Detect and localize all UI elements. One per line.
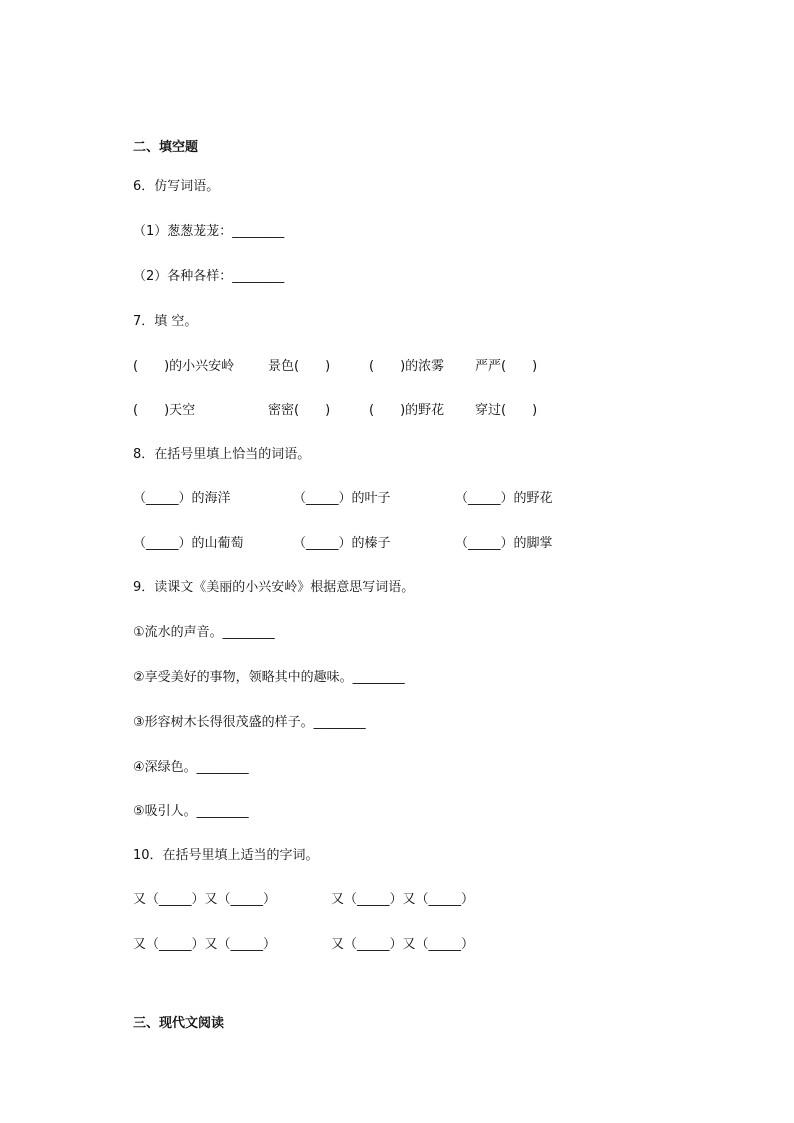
question-10-cell: 又（_____）又（_____） — [133, 937, 277, 952]
question-8-cell: （_____）的叶子 — [293, 491, 391, 506]
question-9-item-1: ①流水的声音。________ — [133, 625, 275, 640]
question-7-cell: 密密( ) — [268, 403, 331, 418]
question-7-cell: 严严( ) — [475, 359, 538, 374]
question-9-item-4: ④深绿色。________ — [133, 760, 249, 775]
section-2-title: 二、填空题 — [133, 140, 199, 155]
question-6-item-2: （2）各种各样：________ — [133, 269, 285, 284]
question-8-cell: （_____）的海洋 — [133, 491, 231, 506]
question-7-stem: 7．填 空。 — [133, 314, 198, 329]
question-9-item-2: ②享受美好的事物，领略其中的趣味。________ — [133, 670, 405, 685]
question-10-cell: 又（_____）又（_____） — [331, 937, 475, 952]
question-7-cell: ( )的野花 — [369, 403, 445, 418]
question-10-cell: 又（_____）又（_____） — [133, 892, 277, 907]
question-8-cell: （_____）的榛子 — [293, 536, 391, 551]
question-10-cell: 又（_____）又（_____） — [331, 892, 475, 907]
question-7-cell: ( )的小兴安岭 — [133, 359, 235, 374]
question-7-cell: 穿过( ) — [475, 403, 538, 418]
question-8-cell: （_____）的野花 — [455, 491, 553, 506]
question-9-stem: 9．读课文《美丽的小兴安岭》根据意思写词语。 — [133, 580, 415, 595]
question-10-stem: 10．在括号里填上适当的字词。 — [133, 848, 319, 863]
question-7-cell: ( )的浓雾 — [369, 359, 445, 374]
question-7-cell: 景色( ) — [268, 359, 331, 374]
question-8-stem: 8．在括号里填上恰当的词语。 — [133, 447, 311, 462]
question-6-item-1: （1）葱葱茏茏：________ — [133, 224, 285, 239]
question-9-item-5: ⑤吸引人。________ — [133, 804, 249, 819]
question-9-item-3: ③形容树木长得很茂盛的样子。________ — [133, 715, 366, 730]
question-6-stem: 6．仿写词语。 — [133, 179, 220, 194]
question-8-cell: （_____）的山葡萄 — [133, 536, 244, 551]
question-8-cell: （_____）的脚掌 — [455, 536, 553, 551]
question-7-cell: ( )天空 — [133, 403, 196, 418]
section-3-title: 三、现代文阅读 — [133, 1016, 225, 1031]
